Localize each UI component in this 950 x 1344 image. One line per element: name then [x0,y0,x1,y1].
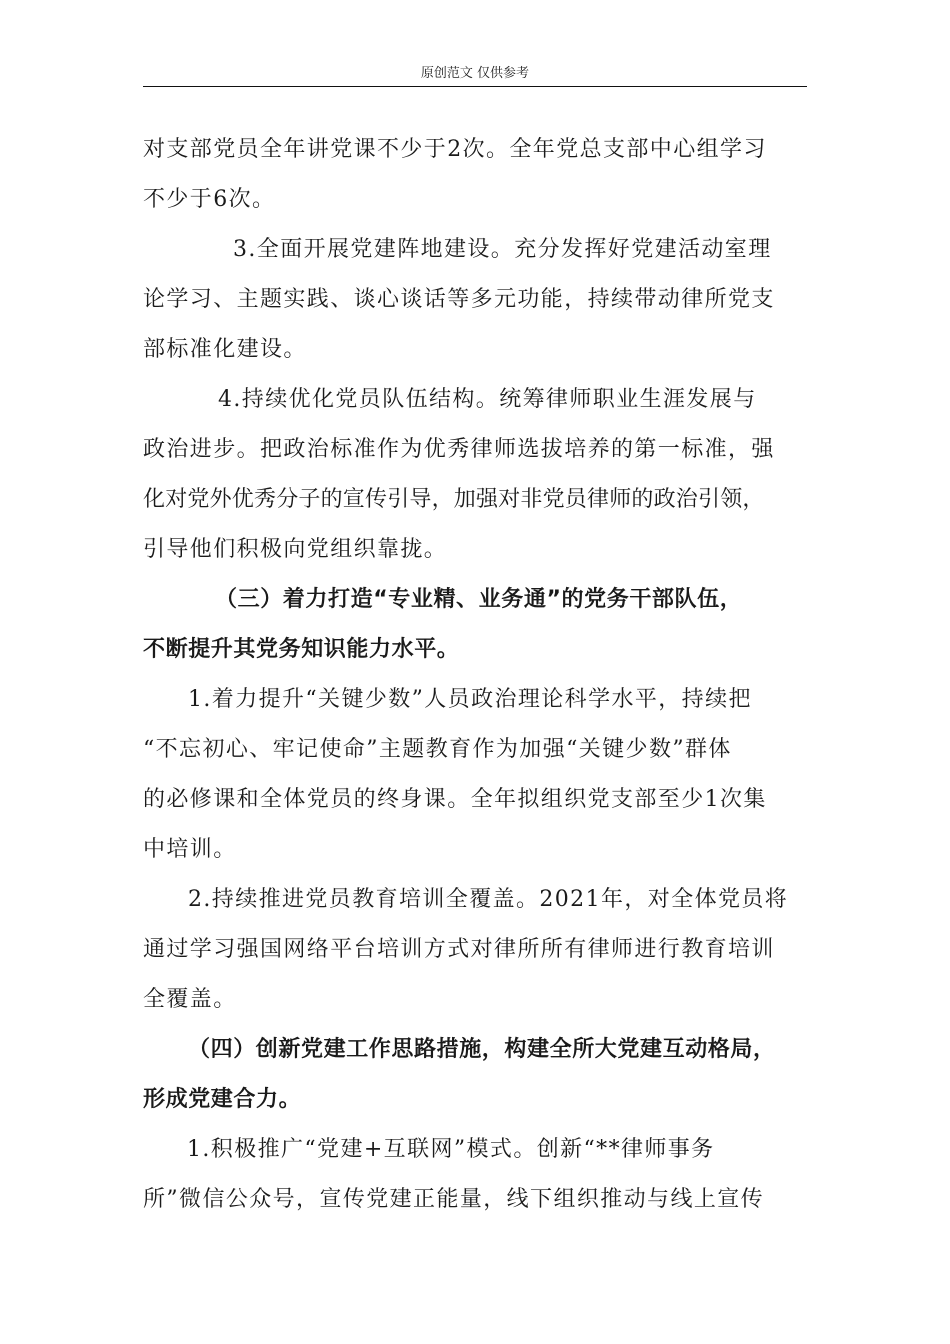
paragraph-2 [143,225,807,375]
heading-line: 不断提升其党务知识能力水平。 [143,637,460,662]
text-line: 中培训。 [143,837,237,862]
text-line: 全覆盖。 [143,987,237,1012]
paragraph-5 [143,875,807,1025]
text-line: “不忘初心、牢记使命”主题教育作为加强“关键少数”群体 [143,737,732,762]
section-heading-4 [143,1025,807,1125]
heading-line: 形成党建合力。 [143,1087,302,1112]
text-line: 4.持续优化党员队伍结构。统筹律师职业生涯发展与 [218,387,757,412]
text-line: 3.全面开展党建阵地建设。充分发挥好党建活动室理 [233,237,772,262]
text-line: 化对党外优秀分子的宣传引导，加强对非党员律师的政治引领， [143,487,765,512]
paragraph-1 [143,125,807,225]
section-heading-3 [143,575,807,675]
header-divider [143,86,807,87]
text-line: 论学习、主题实践、谈心谈话等多元功能，持续带动律所党支 [143,287,775,312]
paragraph-4 [143,675,807,875]
paragraph-3 [143,375,807,575]
text-line: 引导他们积极向党组织靠拢。 [143,537,448,562]
text-line: 的必修课和全体党员的终身课。全年拟组织党支部至少1次集 [143,787,767,812]
heading-line: （四）创新党建工作思路措施，构建全所大党建互动格局， [188,1037,776,1062]
text-line: 2.持续推进党员教育培训全覆盖。2021年，对全体党员将 [188,887,789,912]
document-body [143,125,807,1225]
text-line: 1.积极推广“党建+互联网”模式。创新“**律师事务 [187,1137,715,1162]
text-line: 1.着力提升“关键少数”人员政治理论科学水平，持续把 [188,687,752,712]
page-header: 原创范文 仅供参考 [420,66,530,81]
paragraph-6 [143,1125,807,1225]
text-line: 所”微信公众号，宣传党建正能量，线下组织推动与线上宣传 [143,1187,765,1212]
text-line: 政治进步。把政治标准作为优秀律师选拔培养的第一标准，强 [143,437,775,462]
text-line: 对支部党员全年讲党课不少于2次。全年党总支部中心组学习 [143,137,767,162]
heading-line: （三）着力打造“专业精、业务通”的党务干部队伍， [215,587,743,612]
text-line: 通过学习强国网络平台培训方式对律所所有律师进行教育培训 [143,937,775,962]
text-line: 不少于6次。 [143,187,276,212]
text-line: 部标准化建设。 [143,337,307,362]
